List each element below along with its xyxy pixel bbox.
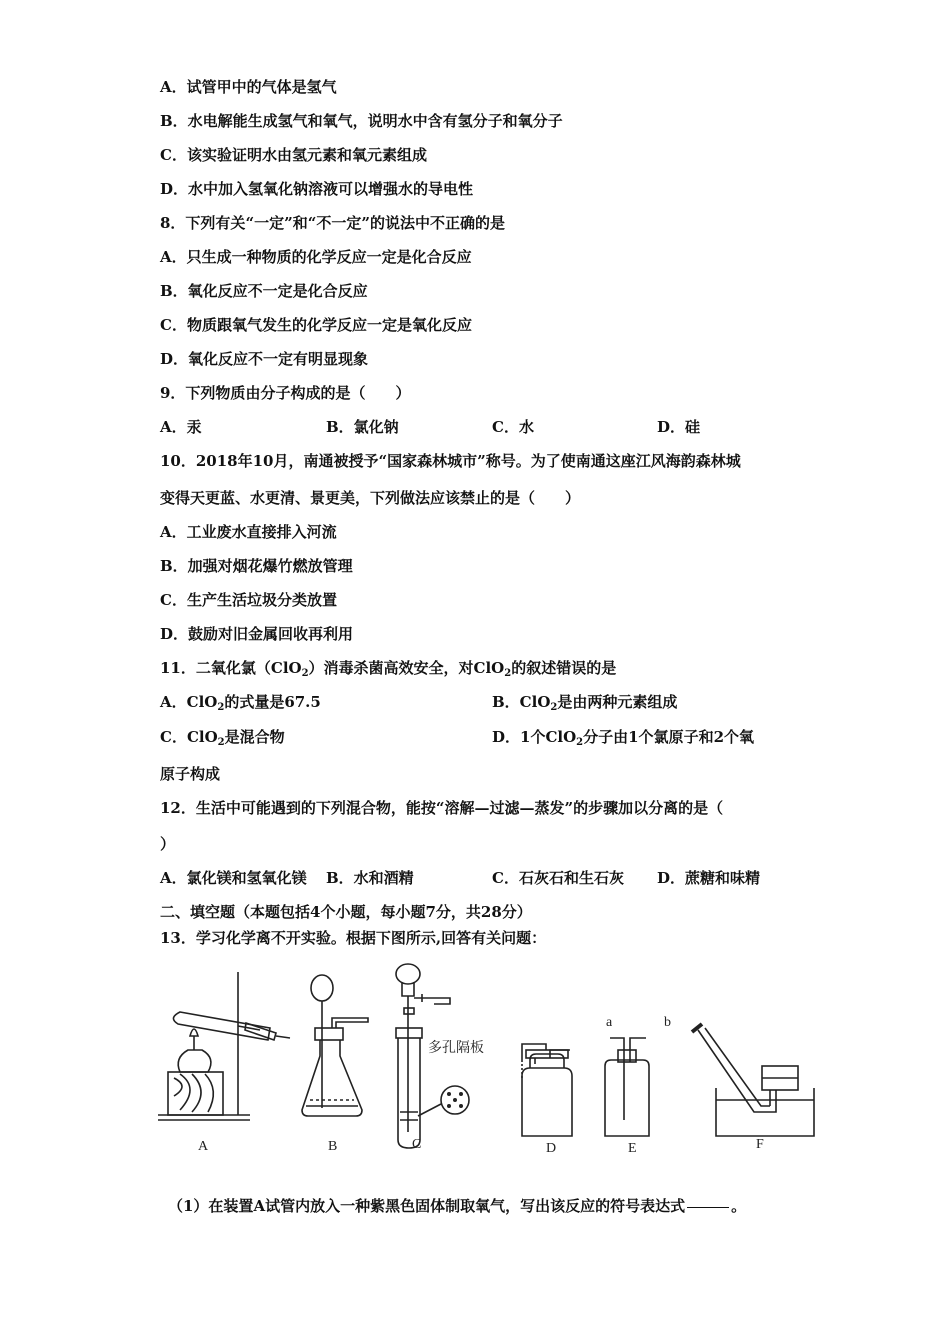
- q12-option-c: C．石灰石和生石灰: [492, 869, 624, 887]
- apparatus-f: [698, 1028, 814, 1136]
- q7-option-d: D．水中加入氢氧化钠溶液可以增强水的导电性: [160, 180, 474, 198]
- q11-a-text: A．ClO: [160, 693, 218, 711]
- q13-stem: 13．学习化学离不开实验。根据下图所示,回答有关问题：: [160, 929, 547, 947]
- q13-sub1-text: （1）在装置A试管内放入一种紫黑色固体制取氧气，写出该反应的符号表达式: [168, 1197, 686, 1215]
- q9-option-d: D．硅: [657, 418, 701, 436]
- q7-option-a: A．试管甲中的气体是氢气: [160, 78, 337, 96]
- q10-option-d: D．鼓励对旧金属回收再利用: [160, 625, 354, 643]
- subscript: 2: [550, 702, 558, 713]
- q7-option-b: B．水电解能生成氢气和氧气，说明水中含有氢分子和氧分子: [160, 112, 563, 130]
- q10-stem-line2: 变得天更蓝、水更清、景更美，下列做法应该禁止的是（ ）: [160, 489, 581, 507]
- q8-option-b: B．氧化反应不一定是化合反应: [160, 282, 368, 300]
- subscript: 2: [504, 668, 512, 679]
- q11-a-text: 的式量是67.5: [224, 693, 321, 711]
- figure-label-c: C: [412, 1137, 422, 1152]
- apparatus-c: [396, 964, 469, 1148]
- figure-label-f: F: [756, 1137, 764, 1152]
- q13-subquestion-1: [168, 1196, 746, 1216]
- q11-c-text: 是混合物: [224, 728, 285, 746]
- q10-option-a: A．工业废水直接排入河流: [160, 523, 337, 541]
- port-a-label: a: [606, 1015, 613, 1030]
- subscript: 2: [576, 737, 584, 748]
- q10-option-b: B．加强对烟花爆竹燃放管理: [160, 557, 353, 575]
- q11-stem-text: 11．二氧化氯（ClO: [160, 659, 302, 677]
- q11-stem-text: ）消毒杀菌高效安全，对ClO: [308, 659, 505, 677]
- q8-option-c: C．物质跟氧气发生的化学反应一定是氧化反应: [160, 316, 472, 334]
- q9-option-a: A．汞: [160, 418, 202, 436]
- q8-option-d: D．氧化反应不一定有明显现象: [160, 350, 369, 368]
- q7-option-c: C．该实验证明水由氢元素和氧元素组成: [160, 146, 427, 164]
- section-2-title: 二、填空题（本题包括4个小题，每小题7分，共28分）: [160, 903, 532, 921]
- q11-d-text: D．1个ClO: [492, 728, 577, 746]
- q11-d-text: 分子由1个氯原子和2个氧: [583, 728, 755, 746]
- q9-stem: 9．下列物质由分子构成的是（ ）: [160, 384, 411, 402]
- q12-option-b: B．水和酒精: [326, 869, 414, 887]
- q12-stem-line1: 12．生活中可能遇到的下列混合物，能按“溶解—过滤—蒸发”的步骤加以分离的是（: [160, 799, 724, 817]
- q10-stem-line1: 10．2018年10月，南通被授予“国家森林城市”称号。为了使南通这座江风海韵森林城: [160, 452, 741, 470]
- figure-label-b: B: [328, 1139, 338, 1154]
- subscript: 2: [301, 668, 309, 679]
- subscript: 2: [217, 737, 225, 748]
- q12-option-a: A．氯化镁和氢氧化镁: [160, 869, 307, 887]
- answer-blank[interactable]: [687, 1207, 729, 1208]
- q9-option-b: B．氯化钠: [326, 418, 399, 436]
- q11-stem-text: 的叙述错误的是: [511, 659, 617, 677]
- subscript: 2: [217, 702, 225, 713]
- apparatus-e: [605, 1038, 649, 1136]
- q11-option-d-continued: 原子构成: [160, 765, 221, 783]
- q11-option-c: [160, 727, 285, 747]
- q11-option-a: [160, 692, 321, 712]
- q11-b-text: B．ClO: [492, 693, 551, 711]
- q13-sub1-period: 。: [731, 1197, 747, 1215]
- q12-stem-line2: ）: [160, 835, 176, 853]
- q9-option-c: C．水: [492, 418, 534, 436]
- apparatus-a: [158, 972, 290, 1120]
- q8-option-a: A．只生成一种物质的化学反应一定是化合反应: [160, 248, 472, 266]
- apparatus-b: [302, 975, 368, 1116]
- figure-label-d: D: [546, 1141, 557, 1156]
- q12-option-d: D．蔗糖和味精: [657, 869, 761, 887]
- port-b-label: b: [664, 1015, 671, 1030]
- q8-stem: 8．下列有关“一定”和“不一定”的说法中不正确的是: [160, 214, 505, 232]
- q11-c-text: C．ClO: [160, 728, 218, 746]
- apparatus-d: [522, 1044, 572, 1136]
- figure-label-e: E: [628, 1141, 637, 1156]
- figure-label-a: A: [198, 1139, 209, 1154]
- q11-option-b: [492, 692, 677, 712]
- porous-plate-label: 多孔隔板: [428, 1040, 484, 1056]
- q11-option-d: [492, 727, 754, 747]
- q11-b-text: 是由两种元素组成: [557, 693, 678, 711]
- q11-stem: [160, 658, 616, 678]
- q10-option-c: C．生产生活垃圾分类放置: [160, 591, 337, 609]
- lab-apparatus-figure: [150, 960, 830, 1160]
